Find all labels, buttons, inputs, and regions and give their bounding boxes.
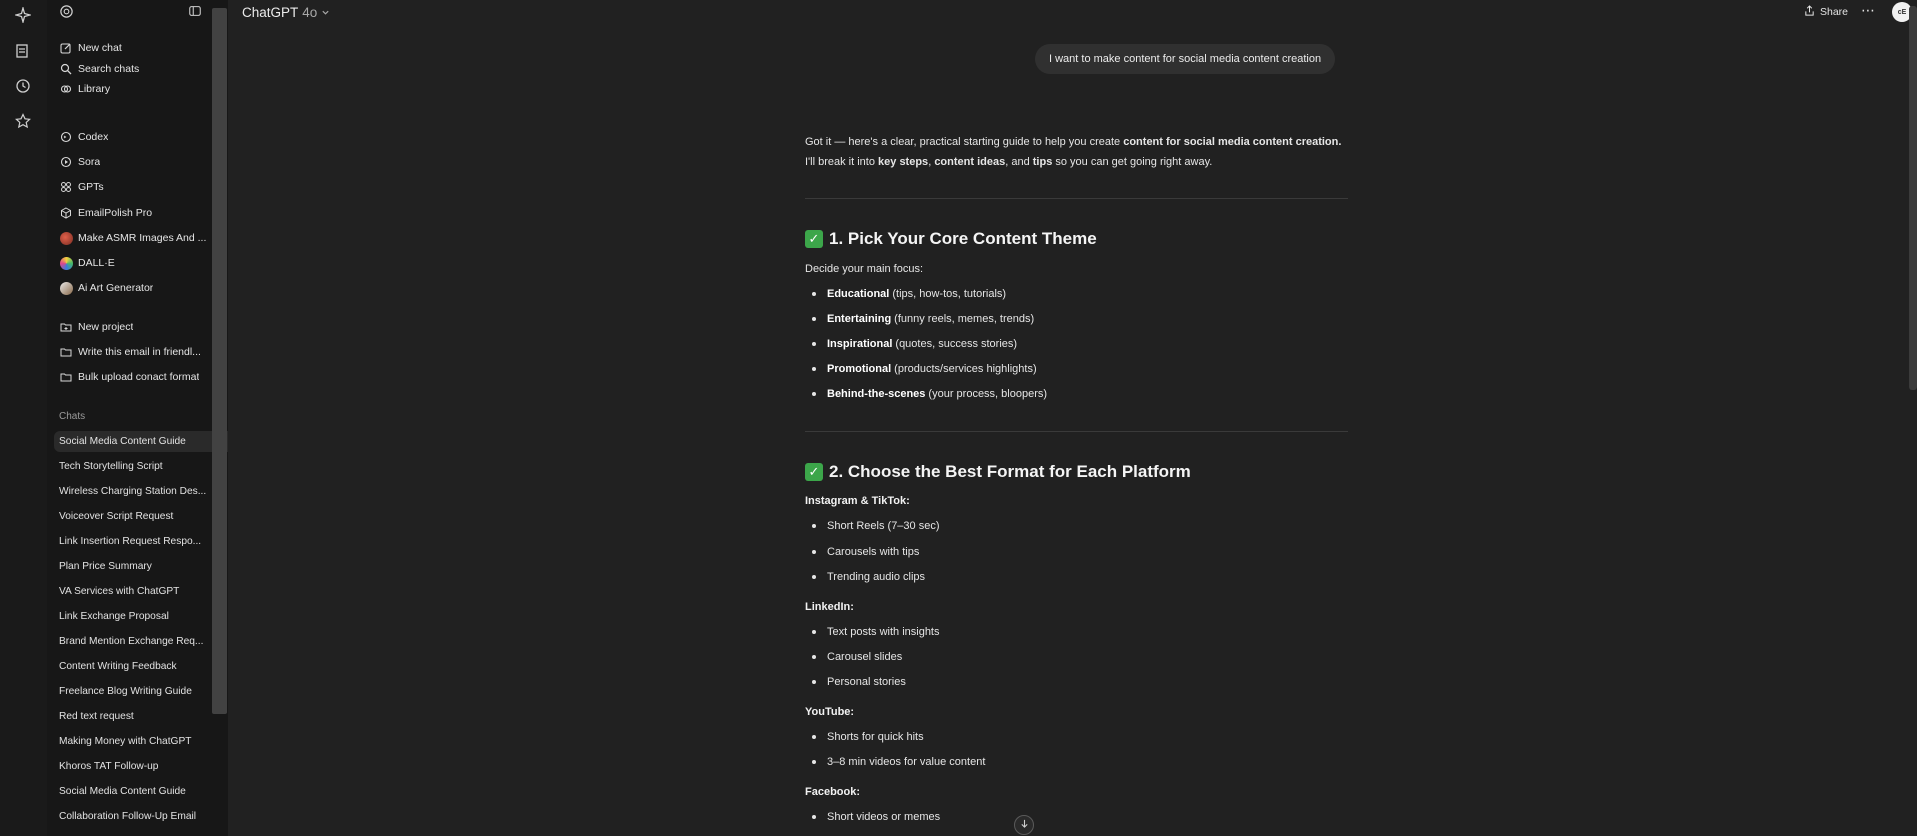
art-avatar-icon bbox=[59, 281, 73, 295]
chat-history-item[interactable]: Wireless Charging Station Des... bbox=[59, 486, 207, 497]
new-project-button[interactable] bbox=[54, 316, 214, 338]
bullet-dot bbox=[812, 655, 816, 659]
chat-history-item[interactable]: Social Media Content Guide bbox=[54, 431, 228, 452]
make-asmr-images-label: Make ASMR Images And ... bbox=[78, 232, 207, 244]
platform-heading: Facebook: bbox=[805, 786, 861, 798]
bullet-dot bbox=[812, 342, 816, 346]
search-chats-button[interactable] bbox=[54, 58, 214, 80]
ai-art-generator-button[interactable] bbox=[54, 277, 214, 299]
asmr-avatar-icon bbox=[59, 231, 73, 245]
chat-history-item[interactable]: Making Money with ChatGPT bbox=[59, 736, 192, 747]
platform-heading: YouTube: bbox=[805, 706, 855, 718]
codex-label: Codex bbox=[78, 131, 109, 143]
history-icon[interactable] bbox=[12, 75, 34, 97]
bullet-dot bbox=[812, 550, 816, 554]
share-icon bbox=[1804, 5, 1815, 19]
check-icon: ✓ bbox=[805, 463, 823, 481]
gpts-label: GPTs bbox=[78, 181, 104, 193]
chat-history-item[interactable]: Brand Mention Exchange Req... bbox=[59, 636, 204, 647]
bullet-text: Personal stories bbox=[827, 676, 906, 688]
model-name: ChatGPT bbox=[242, 5, 299, 20]
more-options-icon[interactable]: ⋯ bbox=[1861, 2, 1875, 18]
bullet-text: Trending audio clips bbox=[827, 571, 926, 583]
bullet-item bbox=[812, 811, 940, 823]
bullet-dot bbox=[812, 392, 816, 396]
bullet-text: Carousels with tips bbox=[827, 546, 920, 558]
sidebar-toggle-icon[interactable] bbox=[187, 3, 203, 19]
chats-heading: Chats bbox=[59, 411, 86, 422]
new-project-label: New project bbox=[78, 321, 134, 333]
chat-history-item[interactable]: Tech Storytelling Script bbox=[59, 461, 163, 472]
openai-logo-icon[interactable] bbox=[58, 3, 74, 19]
bullet-dot bbox=[812, 815, 816, 819]
library-icon bbox=[59, 82, 73, 96]
scroll-down-button[interactable] bbox=[1014, 815, 1034, 835]
project-label: Write this email in friendl... bbox=[78, 346, 201, 358]
chat-history-item[interactable]: Collaboration Follow-Up Email bbox=[59, 811, 197, 822]
chat-history-item[interactable]: Red text request bbox=[59, 711, 134, 722]
chat-history-item[interactable]: Link Exchange Proposal bbox=[59, 611, 169, 622]
bullet-item bbox=[812, 756, 985, 768]
bullet-item bbox=[812, 313, 1034, 325]
pencil-square-icon bbox=[59, 41, 73, 55]
bullet-item bbox=[812, 571, 925, 583]
bullet-dot bbox=[812, 292, 816, 296]
activity-rail bbox=[0, 0, 47, 836]
chat-history-item[interactable]: Link Insertion Request Respo... bbox=[59, 536, 202, 547]
sidebar-scrollbar[interactable] bbox=[212, 8, 227, 714]
bullet-bold: Entertaining bbox=[827, 313, 892, 325]
bullet-dot bbox=[812, 575, 816, 579]
bullet-text: Shorts for quick hits bbox=[827, 731, 924, 743]
divider bbox=[805, 198, 1348, 199]
bullet-bold: Educational bbox=[827, 288, 890, 300]
cube-icon bbox=[59, 206, 73, 220]
sparkle-icon[interactable] bbox=[12, 4, 34, 26]
section-1-heading bbox=[805, 229, 1097, 249]
divider bbox=[805, 431, 1348, 432]
chat-history-item[interactable]: VA Services with ChatGPT bbox=[59, 586, 180, 597]
avatar[interactable]: cE bbox=[1892, 2, 1912, 22]
library-button[interactable] bbox=[54, 78, 214, 100]
platform-heading: Instagram & TikTok: bbox=[805, 495, 910, 507]
dalle-avatar-icon bbox=[59, 256, 73, 270]
emailpolish-pro-button[interactable] bbox=[54, 202, 214, 224]
bullet-text: (your process, bloopers) bbox=[928, 388, 1048, 400]
sora-label: Sora bbox=[78, 156, 101, 168]
chevron-down-icon bbox=[321, 5, 330, 20]
gpts-button[interactable] bbox=[54, 176, 214, 198]
folder-icon bbox=[59, 370, 73, 384]
bullet-item bbox=[812, 388, 1047, 400]
bullet-item bbox=[812, 676, 906, 688]
bullet-item bbox=[812, 546, 919, 558]
star-icon[interactable] bbox=[12, 110, 34, 132]
model-selector[interactable] bbox=[242, 5, 330, 20]
library-label: Library bbox=[78, 83, 111, 95]
main-scrollbar[interactable] bbox=[1909, 6, 1917, 390]
bullet-dot bbox=[812, 680, 816, 684]
bullet-dot bbox=[812, 760, 816, 764]
project-item[interactable] bbox=[54, 366, 214, 388]
chat-history-item[interactable]: Freelance Blog Writing Guide bbox=[59, 686, 192, 697]
arrow-down-icon bbox=[1020, 819, 1029, 831]
document-icon[interactable] bbox=[12, 40, 34, 62]
chat-history-item[interactable]: Khoros TAT Follow-up bbox=[59, 761, 159, 772]
bullet-text: Short videos or memes bbox=[827, 811, 941, 823]
bullet-bold: Promotional bbox=[827, 363, 892, 375]
sora-button[interactable] bbox=[54, 151, 214, 173]
ai-art-generator-label: Ai Art Generator bbox=[78, 282, 154, 294]
bullet-item bbox=[812, 338, 1017, 350]
section-1-title: 1. Pick Your Core Content Theme bbox=[829, 229, 1097, 248]
bullet-text: Text posts with insights bbox=[827, 626, 940, 638]
bullet-text: (tips, how-tos, tutorials) bbox=[892, 288, 1007, 300]
response-intro-line-1: Got it — here's a clear, practical starting guide to help you create content for social media content creation. bbox=[805, 136, 1342, 148]
bullet-item bbox=[812, 731, 924, 743]
chat-history-item[interactable]: Social Media Content Guide bbox=[59, 786, 186, 797]
bullet-text: 3–8 min videos for value content bbox=[827, 756, 986, 768]
section-2-title: 2. Choose the Best Format for Each Platform bbox=[829, 462, 1191, 481]
share-button[interactable] bbox=[1804, 5, 1848, 19]
project-item[interactable] bbox=[54, 341, 214, 363]
bullet-text: Short Reels (7–30 sec) bbox=[827, 520, 940, 532]
bullet-dot bbox=[812, 524, 816, 528]
new-chat-button[interactable] bbox=[54, 37, 214, 59]
folder-icon bbox=[59, 345, 73, 359]
dalle-button[interactable] bbox=[54, 252, 214, 274]
make-asmr-images-button[interactable] bbox=[54, 227, 214, 249]
main-panel bbox=[228, 0, 1917, 836]
bullet-dot bbox=[812, 735, 816, 739]
bullet-item bbox=[812, 651, 902, 663]
bullet-text: Carousel slides bbox=[827, 651, 903, 663]
response-intro-line-2: I'll break it into key steps, content ideas, and tips so you can get going right away. bbox=[805, 156, 1213, 168]
dalle-label: DALL·E bbox=[78, 257, 115, 269]
platform-heading: LinkedIn: bbox=[805, 601, 854, 613]
bullet-text: (products/services highlights) bbox=[894, 363, 1037, 375]
sora-icon bbox=[59, 155, 73, 169]
grid-icon bbox=[59, 180, 73, 194]
bullet-dot bbox=[812, 630, 816, 634]
chat-history-item[interactable]: Plan Price Summary bbox=[59, 561, 152, 572]
sidebar bbox=[47, 0, 228, 836]
folder-plus-icon bbox=[59, 320, 73, 334]
section-1-lead: Decide your main focus: bbox=[805, 263, 923, 275]
chat-history-item[interactable]: Voiceover Script Request bbox=[59, 511, 174, 522]
emailpolish-pro-label: EmailPolish Pro bbox=[78, 207, 153, 219]
bullet-dot bbox=[812, 367, 816, 371]
bullet-item bbox=[812, 626, 940, 638]
user-message: I want to make content for social media content creation bbox=[1035, 44, 1335, 74]
project-label: Bulk upload conact format bbox=[78, 371, 200, 383]
bullet-bold: Inspirational bbox=[827, 338, 893, 350]
bullet-text: (funny reels, memes, trends) bbox=[894, 313, 1035, 325]
search-chats-label: Search chats bbox=[78, 63, 140, 75]
section-2-heading bbox=[805, 462, 1191, 482]
bullet-item bbox=[812, 363, 1037, 375]
bullet-item bbox=[812, 520, 940, 532]
share-label: Share bbox=[1820, 6, 1849, 18]
bullet-dot bbox=[812, 317, 816, 321]
bullet-item bbox=[812, 288, 1006, 300]
model-version: 4o bbox=[302, 5, 318, 20]
codex-icon bbox=[59, 130, 73, 144]
bullet-text: (quotes, success stories) bbox=[895, 338, 1018, 350]
bullet-bold: Behind-the-scenes bbox=[827, 388, 926, 400]
new-chat-label: New chat bbox=[78, 42, 122, 54]
codex-button[interactable] bbox=[54, 126, 214, 148]
search-icon bbox=[59, 62, 73, 76]
check-icon: ✓ bbox=[805, 230, 823, 248]
chat-history-item[interactable]: Content Writing Feedback bbox=[59, 661, 177, 672]
